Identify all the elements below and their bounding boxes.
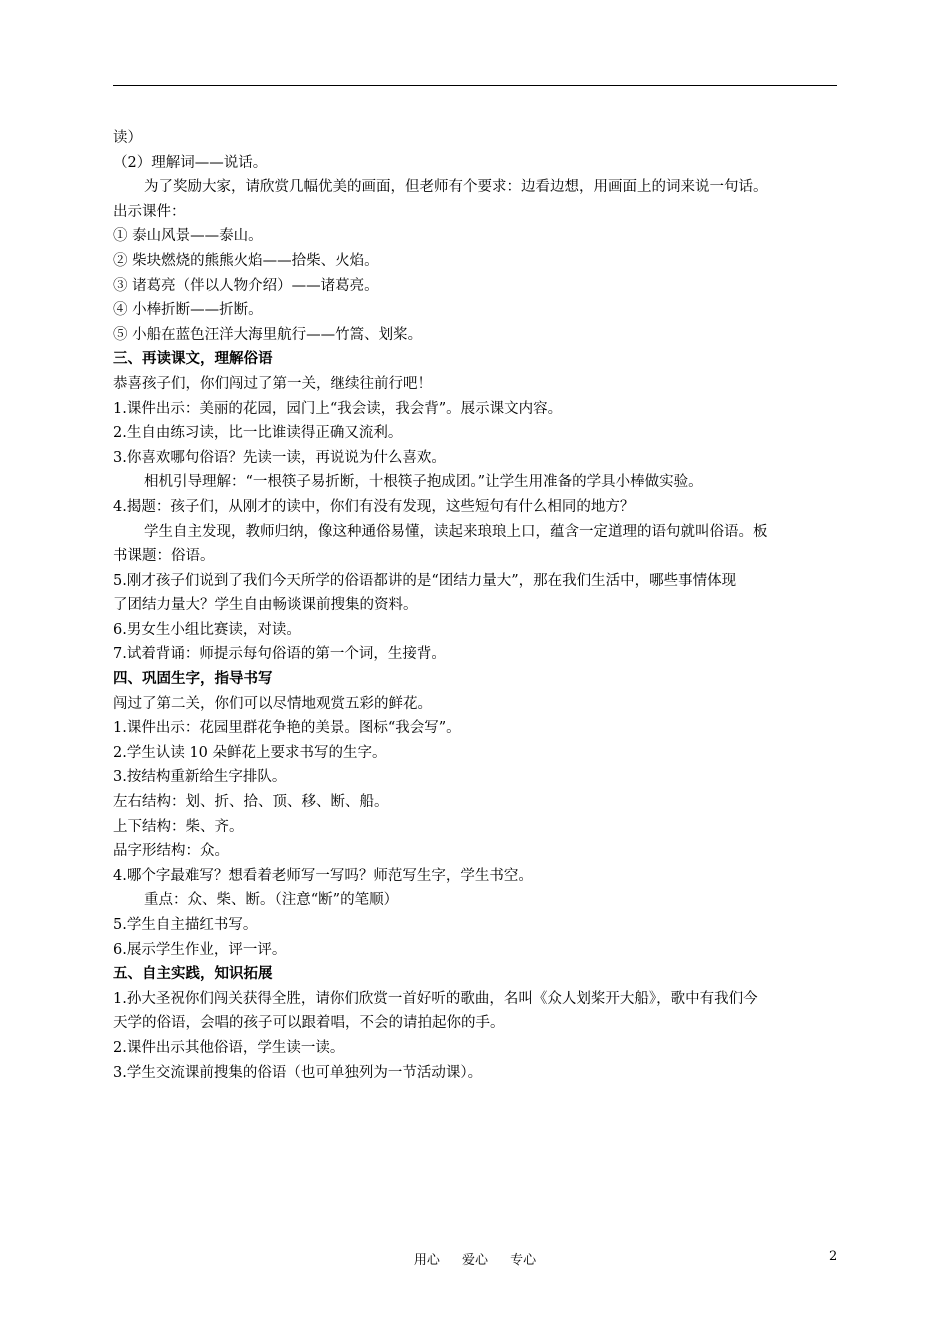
section-heading: 五、自主实践，知识拓展 (113, 965, 273, 983)
text-line: 6.男女生小组比赛读，对读。 (113, 621, 301, 638)
text-line: 3.学生交流课前搜集的俗语（也可单独列为一节活动课）。 (113, 1064, 483, 1081)
text-line: ① 泰山风景——泰山。 (113, 228, 263, 245)
text-line: 6.展示学生作业，评一评。 (113, 941, 287, 958)
text-line: 左右结构：划、折、拾、顶、移、断、船。 (113, 794, 389, 811)
text-line: （2）理解词——说话。 (113, 154, 268, 171)
text-line: 恭喜孩子们，你们闯过了第一关，继续往前行吧！ (113, 375, 432, 392)
document-body (113, 126, 839, 1085)
text-line: 2.学生认读 10 朵鲜花上要求书写的生字。 (113, 744, 387, 761)
text-line: 1.课件出示：花园里群花争艳的美景。图标“我会写”。 (113, 720, 461, 737)
text-line: 重点：众、柴、断。（注意“断”的笔顺） (144, 892, 399, 909)
text-line: 5.学生自主描红书写。 (113, 917, 258, 933)
text-line: 4.哪个字最难写？想看着老师写一写吗？师范写生字，学生书空。 (113, 867, 533, 884)
footer-word: 专心 (510, 1253, 537, 1268)
text-line: 1.课件出示：美丽的花园，园门上“我会读，我会背”。展示课文内容。 (113, 400, 563, 417)
text-line: ⑤ 小船在蓝色汪洋大海里航行——竹篙、划桨。 (113, 326, 423, 343)
text-line: 7.试着背诵：师提示每句俗语的第一个词，生接背。 (113, 646, 446, 663)
page-footer (0, 1249, 950, 1268)
text-line: ③ 诸葛亮（伴以人物介绍）——诸葛亮。 (113, 277, 379, 294)
text-line: ④ 小棒折断——折断。 (113, 302, 263, 319)
text-line: 3.你喜欢哪句俗语？先读一读，再说说为什么喜欢。 (113, 449, 446, 466)
text-line: 闯过了第二关，你们可以尽情地观赏五彩的鲜花。 (113, 695, 432, 712)
text-line: 天学的俗语，会唱的孩子可以跟着唱，不会的请拍起你的手。 (113, 1015, 505, 1032)
text-line: 2.生自由练习读，比一比谁读得正确又流利。 (113, 425, 403, 442)
text-line: 5.刚才孩子们说到了我们今天所学的俗语都讲的是“团结力量大”，那在我们生活中，哪些事情体现 (113, 572, 737, 589)
text-line: 读） (113, 130, 142, 146)
footer-word: 爱心 (461, 1253, 488, 1268)
text-line: 1.孙大圣祝你们闯关获得全胜，请你们欣赏一首好听的歌曲，名叫《众人划桨开大船》，歌中有我们今 (113, 990, 758, 1007)
text-line: 为了奖励大家，请欣赏几幅优美的画面，但老师有个要求：边看边想，用画面上的词来说一句话。 (144, 179, 768, 196)
text-line: 上下结构：柴、齐。 (113, 818, 244, 835)
section-heading: 三、再读课文，理解俗语 (113, 350, 273, 368)
text-line: 学生自主发现，教师归纳，像这种通俗易懂，读起来琅琅上口，蕴含一定道理的语句就叫俗语。板 (144, 523, 768, 540)
header-rule (113, 85, 837, 86)
text-line: 3.按结构重新给生字排队。 (113, 769, 287, 786)
page-number: 2 (829, 1249, 838, 1264)
text-line: 相机引导理解：“一根筷子易折断，十根筷子抱成团。”让学生用准备的学具小棒做实验。 (144, 474, 703, 491)
text-line: 出示课件： (113, 203, 186, 220)
text-line: 2.课件出示其他俗语，学生读一读。 (113, 1039, 345, 1056)
text-line: 了团结力量大？学生自由畅谈课前搜集的资料。 (113, 597, 418, 614)
section-heading: 四、巩固生字，指导书写 (113, 670, 273, 688)
footer-word: 用心 (413, 1253, 440, 1268)
text-line: 书课题：俗语。 (113, 548, 215, 565)
text-line: 品字形结构：众。 (113, 843, 229, 860)
text-line: ② 柴块燃烧的熊熊火焰——拾柴、火焰。 (113, 252, 379, 269)
text-line: 4.揭题：孩子们，从刚才的读中，你们有没有发现，这些短句有什么相同的地方？ (113, 498, 635, 515)
